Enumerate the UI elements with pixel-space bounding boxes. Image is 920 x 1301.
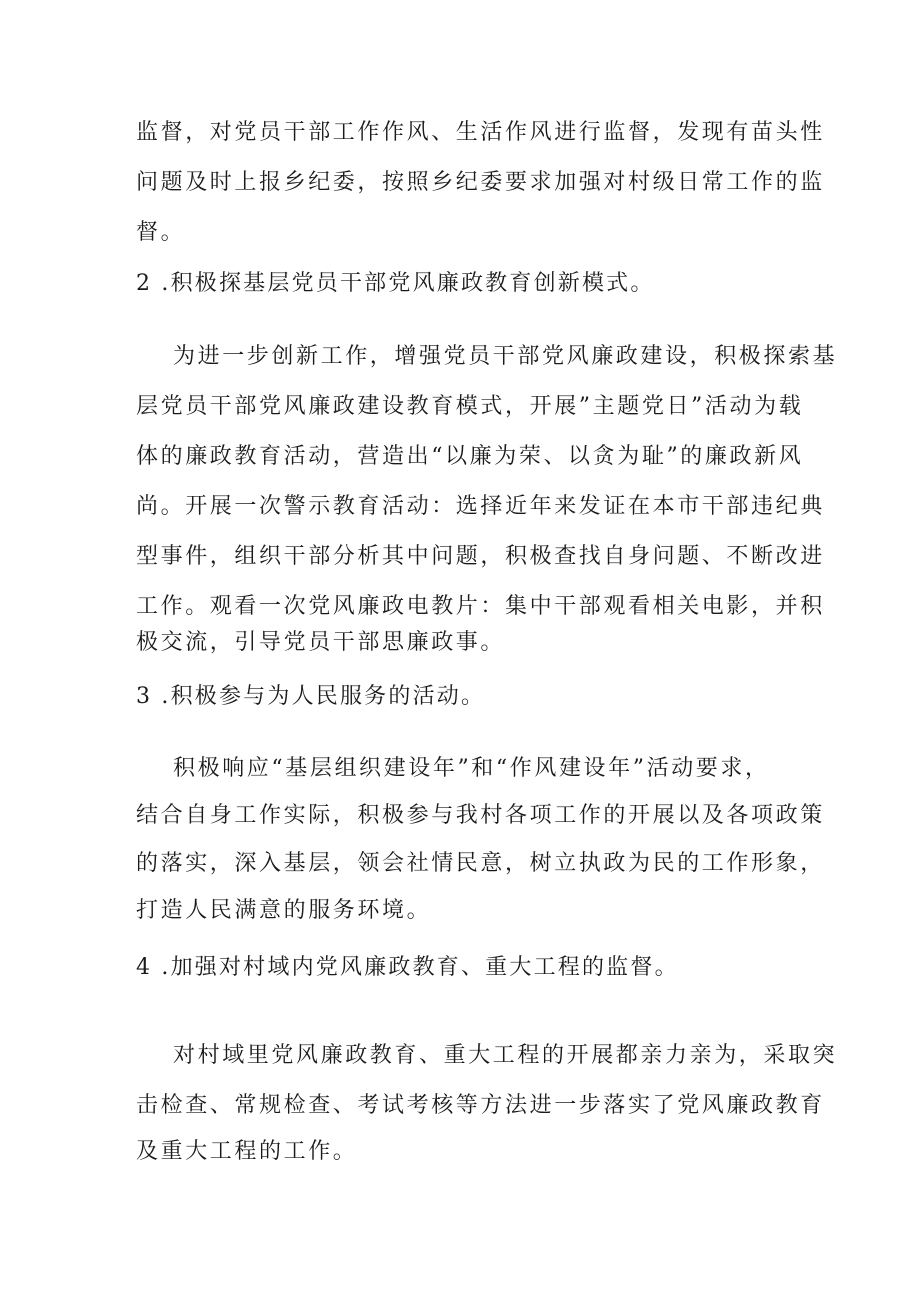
section-heading-3: 3 .积极参与为人民服务的活动。: [136, 684, 486, 709]
p3-line-3: 的落实，深入基层，领会社情民意，树立执政为民的工作形象，: [136, 851, 825, 876]
p2-line-2: 层党员干部党风廉政建设教育模式，开展”主题党日”活动为载: [136, 394, 804, 419]
p2-line-4: 尚。开展一次警示教育活动：选择近年来发证在本市干部违纪典: [136, 494, 825, 519]
p3-line-2: 结合自身工作实际，积极参与我村各项工作的开展以及各项政策: [136, 803, 825, 828]
p4-line-3: 及重大工程的工作。: [136, 1139, 358, 1164]
p3-line-4: 打造人民满意的服务环境。: [136, 898, 432, 923]
section-heading-2: 2 .积极探基层党员干部党风廉政教育创新模式。: [136, 271, 655, 296]
p3-line-1: 积极响应“基层组织建设年”和“作风建设年”活动要求，: [173, 756, 770, 781]
p1-line-1: 监督，对党员干部工作作风、生活作风进行监督，发现有苗头性: [136, 120, 825, 145]
p1-line-3: 督。: [136, 220, 186, 245]
p1-line-2: 问题及时上报乡纪委，按照乡纪委要求加强对村级日常工作的监: [136, 170, 825, 195]
p2-line-1: 为进一步创新工作，增强党员干部党风廉政建设，积极探索基: [173, 344, 838, 369]
p2-line-3: 体的廉政教育活动，营造出“以廉为荣、以贪为耻”的廉政新风: [136, 444, 804, 469]
p4-line-2: 击检查、常规检查、考试考核等方法进一步落实了党风廉政教育: [136, 1093, 825, 1118]
p2-line-5: 型事件，组织干部分析其中问题，积极查找自身问题、不断改进: [136, 544, 825, 569]
section-heading-4: 4 .加强对村域内党风廉政教育、重大工程的监督。: [136, 955, 679, 980]
p2-line-7: 极交流，引导党员干部思廉政事。: [136, 630, 506, 655]
p4-line-1: 对村域里党风廉政教育、重大工程的开展都亲力亲为，采取突: [173, 1043, 838, 1068]
p2-line-6: 工作。观看一次党风廉政电教片：集中干部观看相关电影，并积: [136, 594, 825, 619]
